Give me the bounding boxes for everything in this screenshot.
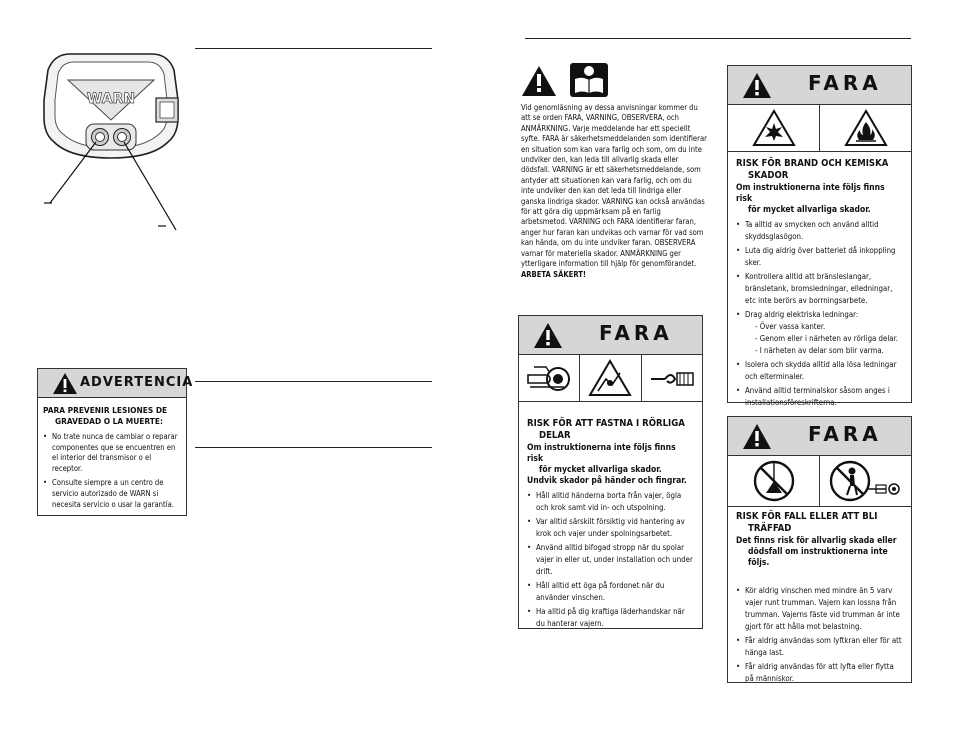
fara-fire-title-line1: RISK FÖR BRAND OCH KEMISKA [736, 158, 889, 169]
warning-triangle-icon [742, 72, 772, 99]
explosion-hazard-icon [728, 105, 819, 151]
fara-fire-bullet: • Använd alltid terminalskor såsom anges i installationsföreskrifterna. [736, 385, 903, 409]
fara-entangle-bullet: • Håll alltid händerna borta från vajer, ögla och krok samt vid in- och utspolning. [527, 490, 694, 514]
advertencia-title-line1: PARA PREVENIR LESIONES DE [43, 405, 168, 415]
fara-fall-header [728, 417, 911, 456]
fara-fall-box [727, 416, 912, 683]
fara-fire-sub-line1: Om instruktionerna inte följs finns risk [736, 183, 885, 204]
fara-fire-bullet: • Ta alltid av smycken och använd alltid skyddsglasögon. [736, 219, 903, 243]
warning-triangle-icon [742, 423, 772, 450]
no-lifting-load-icon [728, 456, 819, 506]
fara-fire-sub-line2: för mycket allvarliga skador. [748, 205, 871, 215]
fara-fire-signal-word: FARA [808, 71, 882, 95]
intro-text: Vid genomläsning av dessa anvisningar kommer du att se orden FARA, VARNING, OBSERVERA, och ANMÄRKNING. Varje meddelande har ett speciellt syfte. FARA är säkerhetsmeddelanden som identifierar en situation som kan vara farlig och som, om du inte undviker den, kan leda till allvarlig skada eller dödsfall. VARNING är ett säkerhetsmeddelande, som antyder att situationen kan vara farlig, och om du inte undviker den kan det leda till lindriga eller ganska lindriga skador. VARNING kan också användas för att göra dig uppmärksam på en farlig arbetsmetod. VARNING och FARA identifierar faran, anger hur faran kan undvikas och varnar för vad som kan hända, om du inte undviker faran. OBSERVERA varnar för materiella skador. ANMÄRKNING ger ytterligare information till hjälp för genomförandet. [521, 103, 707, 269]
advertencia-bullet: • Consulte siempre a un centro de servicio autorizado de WARN si necesita servicio o usar la garantía. [43, 478, 181, 510]
fara-entangle-bullet: • Ha alltid på dig kraftiga läderhandskar när du hanterar vajern. [527, 606, 694, 630]
read-manual-icon [570, 63, 608, 97]
warning-triangle-icon [533, 322, 563, 349]
fara-entangle-sub-line1: Om instruktionerna inte följs finns risk [527, 443, 676, 464]
no-lifting-people-icon [819, 456, 911, 506]
fara-fall-title-line2: TRÄFFAD [748, 523, 792, 534]
fire-hazard-icon [819, 105, 911, 151]
fara-fire-title-line2: SKADOR [748, 170, 789, 181]
fara-fire-bullet: • Luta dig aldrig över batteriet då inkoppling sker. [736, 245, 903, 269]
rule-top-left [195, 48, 432, 49]
fara-entangle-sub-line2: för mycket allvarliga skador. [539, 465, 662, 475]
rule-top-right [525, 38, 911, 39]
fara-entangle-box [518, 315, 703, 629]
fara-fire-bullet: • Isolera och skydda alltid alla lösa ledningar och elterminaler. [736, 359, 903, 383]
fara-fall-signal-word: FARA [808, 422, 882, 446]
cable-snap-warning-icon [579, 355, 640, 401]
fara-entangle-signal-word: FARA [599, 321, 673, 345]
fara-fire-sub-bullet: - Över vassa kanter. [755, 322, 826, 331]
fara-entangle-bullet: • Håll alltid ett öga på fordonet när du använder vinschen. [527, 580, 694, 604]
fara-entangle-title-line2: DELAR [539, 430, 571, 441]
fara-fall-bullet: • Får aldrig användas för att lyfta eller flytta på människor. [736, 661, 903, 685]
hook-strap-icon [641, 355, 702, 401]
advertencia-title-line2: GRAVEDAD O LA MUERTE: [55, 415, 163, 426]
fara-fire-bullet: • Kontrollera alltid att bränsleslangar, bränsletank, bromsledningar, elledningar, etc inte berörs av borrningsarbete. [736, 271, 903, 307]
intro-paragraph [521, 103, 707, 280]
intro-emphasis: ARBETA SÄKERT! [521, 269, 587, 279]
hand-entanglement-icon [519, 355, 579, 401]
fara-fire-sub-bullet: - Genom eller i närheten av rörliga delar. [755, 334, 898, 343]
fara-fire-header [728, 66, 911, 105]
fara-entangle-title-line1: RISK FÖR ATT FASTNA I RÖRLIGA [527, 418, 685, 429]
rule-low-left [195, 447, 432, 448]
advertencia-bullet: • No trate nunca de cambiar o reparar componentes que se encuentren en el interior del transmisor o el receptor. [43, 432, 181, 474]
fara-fall-title-line1: RISK FÖR FALL ELLER ATT BLI [736, 511, 878, 522]
fara-fall-sub-line1: Det finns risk för allvarlig skada eller [736, 536, 897, 546]
fara-fall-bullet: • Får aldrig användas som lyftkran eller för att hänga last. [736, 635, 903, 659]
fara-fall-bullet: • Kör aldrig vinschen med mindre än 5 varv vajer runt trumman. Vajern kan lossna från trumman. Vajerns fäste vid trumman är inte gjort för att hålla mot belastning. [736, 585, 903, 633]
fara-fire-bullet-text: Drag aldrig elektriska ledningar: [745, 310, 859, 319]
safety-alert-icon [521, 65, 557, 97]
remote-illustration [40, 50, 182, 230]
advertencia-signal-word: ADVERTENCIA [80, 375, 194, 390]
fara-fire-bullet-wiring [736, 309, 903, 357]
fara-entangle-bullet: • Använd alltid bifogad stropp när du spolar vajer in eller ut, under installation och under drift. [527, 542, 694, 578]
fara-fall-sub-line2: dödsfall om instruktionerna inte följs. [748, 547, 888, 568]
advertencia-header [38, 369, 194, 398]
fara-entangle-header [519, 316, 702, 355]
fara-entangle-sub-line3: Undvik skador på händer och fingrar. [527, 476, 687, 486]
advertencia-box [37, 368, 194, 516]
warning-triangle-icon [52, 372, 78, 395]
warn-logo-text: WARN [86, 91, 136, 107]
fara-fire-sub-bullet: - I närheten av delar som blir varma. [755, 346, 884, 355]
fara-fire-box [727, 65, 912, 407]
fara-entangle-bullet: • Var alltid särskilt försiktig vid hantering av krok och vajer under spolningsarbetet. [527, 516, 694, 540]
rule-mid-left [195, 381, 432, 382]
